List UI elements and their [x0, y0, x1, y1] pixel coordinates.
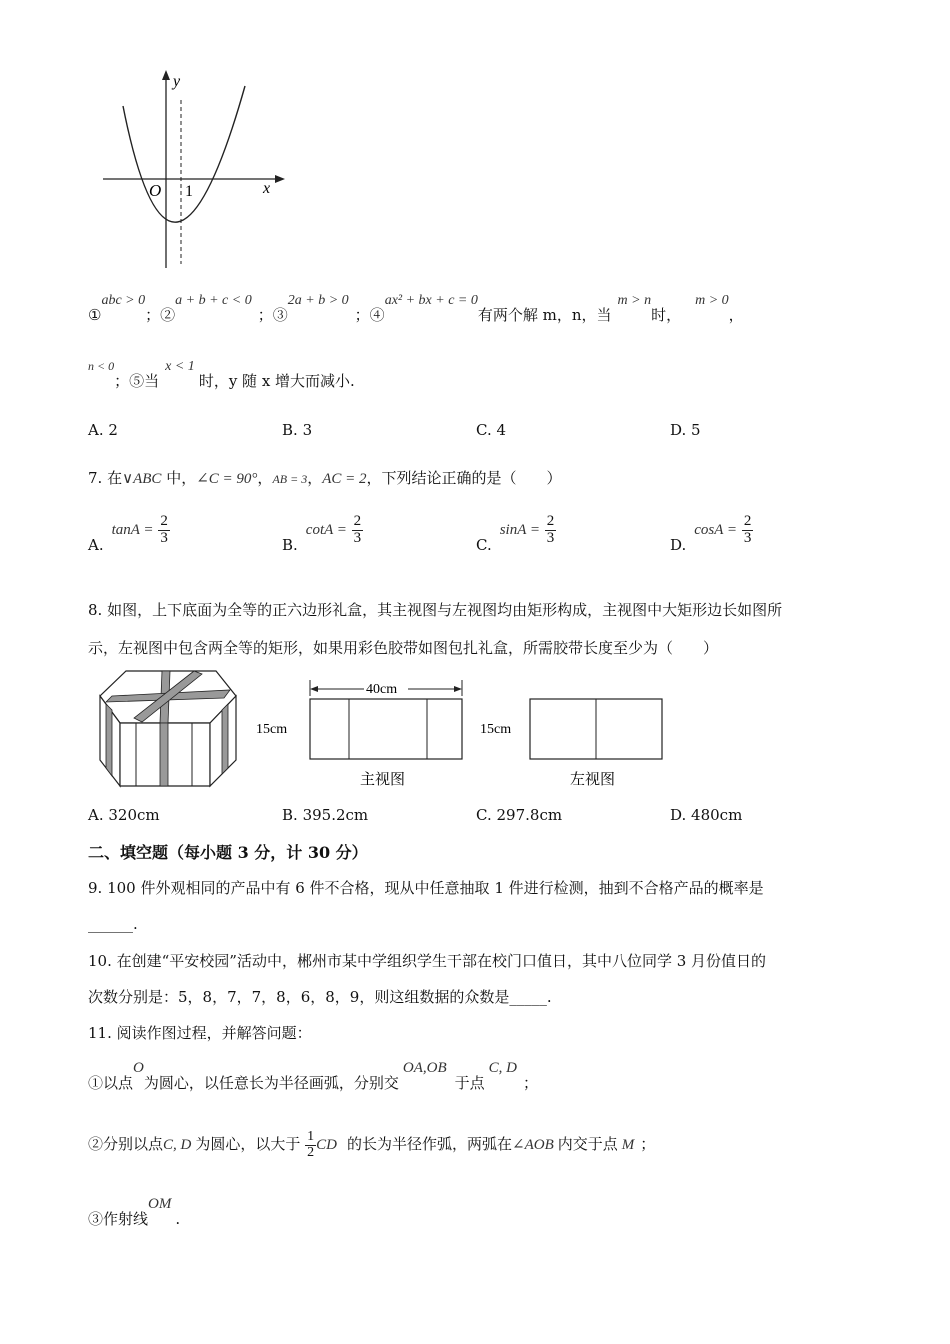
q11-ray-om: OM	[148, 1196, 172, 1212]
option-value: 297.8cm	[496, 806, 563, 824]
option-fn: cosA =	[694, 522, 738, 539]
ribbon-left-side	[106, 704, 112, 776]
q6-option-b[interactable]	[282, 421, 312, 439]
q6-s4-when: 时，	[651, 306, 682, 324]
option-fn: sinA =	[499, 522, 540, 539]
option-label: B.	[282, 806, 298, 824]
q6-s4-mark: ④	[369, 306, 385, 324]
front-view-rect	[310, 699, 462, 759]
left-view-caption: 左视图	[570, 772, 616, 788]
q6-s4-m: m > 0	[695, 293, 729, 308]
q11-text: ③作射线	[88, 1210, 149, 1228]
option-value: 320cm	[108, 806, 160, 824]
q6-option-c[interactable]	[476, 421, 506, 439]
q11-angle: ∠AOB	[512, 1137, 554, 1154]
q6-s1-expr: abc > 0	[101, 293, 146, 308]
front-height-label: 15cm	[256, 722, 288, 737]
q7-ab: AB = 3	[272, 472, 308, 486]
arrow-left	[310, 686, 318, 692]
q8-stem-line2: 示，左视图中包含两全等的矩形，如果用彩色胶带如图包扎礼盒，所需胶带长度至少为（ ）	[88, 639, 719, 657]
q7-option-c[interactable]	[476, 513, 556, 555]
q11-points-cd: C, D	[488, 1060, 517, 1076]
q6-s2-mark: ②	[160, 306, 176, 324]
q11-rays: OA,OB	[402, 1060, 447, 1076]
q11-title: 11. 阅读作图过程，并解答问题：	[88, 1024, 312, 1042]
q7-option-b[interactable]	[282, 513, 363, 555]
front-view-caption: 主视图	[360, 772, 406, 788]
q7-text: 中，	[166, 469, 197, 487]
q9-line1: 9. 100 件外观相同的产品中有 6 件不合格，现从中任意抽取 1 件进行检测，抽到不合格产品的概率是	[88, 879, 764, 897]
option-label: D.	[670, 806, 687, 824]
q7-stem	[88, 467, 562, 488]
q11-text: .	[175, 1210, 181, 1228]
option-label: A.	[88, 536, 104, 555]
q9-answer-blank[interactable]: ______.	[88, 915, 138, 933]
q8-option-d[interactable]	[670, 806, 742, 824]
q8-option-a[interactable]	[88, 806, 160, 824]
q6-s5-mark: ⑤当	[129, 372, 160, 390]
arrow-right	[454, 686, 462, 692]
q6-sep: ；	[145, 306, 161, 324]
q11-step3	[88, 1196, 181, 1228]
fraction: $\frac{1}{2}$	[307, 1129, 315, 1160]
gift-box-drawing	[98, 668, 238, 793]
q6-sep: ；	[257, 306, 273, 324]
y-axis-label: y	[173, 73, 181, 90]
q11-step1	[88, 1060, 538, 1092]
q11-point-m: M	[621, 1137, 635, 1154]
q11-text: ；	[522, 1074, 538, 1092]
q7-text: ，下列结论正确的是（ ）	[366, 469, 562, 487]
q7-option-a[interactable]	[88, 513, 170, 555]
q7-angle: ∠C = 90°	[196, 471, 258, 487]
section-heading: 二、填空题（每小题 3 分，计 30 分）	[88, 843, 368, 862]
q8-stem-line1: 8. 如图，上下底面为全等的正六边形礼盒，其主视图与左视图均由矩形构成，主视图中大矩形边长如图所	[88, 601, 783, 619]
x-axis-label: x	[263, 180, 271, 197]
q6-s4-text: 有两个解 m，n，当	[477, 306, 612, 324]
question-number: 7.	[88, 469, 103, 487]
q6-s5-cond: x < 1	[165, 359, 195, 374]
q11-text: 的长为半径作弧，两弧在	[347, 1135, 513, 1154]
fraction: $\frac{2}{3}$	[546, 513, 555, 546]
q6-statements-line1	[88, 293, 744, 324]
option-label: C.	[476, 806, 492, 824]
q8-option-c[interactable]	[476, 806, 562, 824]
option-value: 4	[496, 421, 507, 439]
q11-segment-cd: CD	[316, 1137, 337, 1154]
q7-text: 在	[107, 469, 123, 487]
q7-text: ，	[307, 469, 323, 487]
q7-text: ，	[257, 469, 273, 487]
option-label: D.	[670, 421, 687, 439]
q7-triangle: ∨ABC	[122, 471, 162, 487]
option-value: 5	[691, 421, 701, 439]
q11-points-cd: C, D	[163, 1137, 192, 1154]
option-value: 2	[108, 421, 118, 439]
fraction: $\frac{2}{3}$	[353, 513, 362, 546]
q6-statements-line2	[88, 359, 355, 390]
option-label: C.	[476, 421, 492, 439]
q6-sep: ；	[354, 306, 370, 324]
q7-ac: AC = 2	[322, 471, 367, 487]
q6-s1-mark: ①	[88, 306, 102, 324]
q11-text: ①以点	[88, 1074, 134, 1092]
left-height-label: 15cm	[480, 722, 512, 737]
ribbon-front	[160, 723, 168, 786]
parabola-curve	[123, 86, 245, 222]
ribbon-right-side	[222, 704, 228, 774]
option-value: 3	[302, 421, 313, 439]
q11-step2	[88, 1130, 655, 1160]
q11-point-o: O	[133, 1060, 144, 1076]
q6-s5-text: 时，y 随 x 增大而减小.	[198, 372, 355, 390]
tick-1-label: 1	[185, 183, 193, 200]
q6-s3-expr: 2a + b > 0	[287, 293, 349, 308]
option-label: C.	[476, 536, 492, 555]
option-label: A.	[88, 421, 104, 439]
q10-line2: 次数分别是：5，8，7，7，8，6，8，9，则这组数据的众数是_____.	[88, 988, 552, 1006]
q10-line1: 10. 在创建“平安校园”活动中，郴州市某中学组织学生干部在校门口值日，其中八位同学 3 月份值日的	[88, 952, 767, 970]
option-value: 480cm	[691, 806, 743, 824]
q8-option-b[interactable]	[282, 806, 368, 824]
q11-text: 内交于点	[557, 1135, 618, 1154]
option-label: D.	[670, 536, 687, 555]
q6-s4-cond: m > n	[617, 293, 652, 308]
q6-s4-comma: ，	[728, 306, 744, 324]
q11-text: 为圆心，以任意长为半径画弧，分别交	[143, 1074, 399, 1092]
q6-option-a[interactable]	[88, 421, 118, 439]
y-axis-arrow	[162, 70, 170, 80]
q6-s3-mark: ③	[272, 306, 288, 324]
q6-sep: ；	[114, 372, 130, 390]
q6-option-d[interactable]	[670, 421, 701, 439]
q6-s4-expr: ax² + bx + c = 0	[384, 293, 478, 308]
x-axis-arrow	[275, 175, 285, 183]
q11-text: ②分别以点	[88, 1135, 164, 1154]
option-fn: tanA =	[111, 522, 154, 539]
option-fn: cotA =	[305, 522, 347, 539]
option-label: B.	[282, 421, 298, 439]
q11-text: 于点	[454, 1074, 485, 1092]
parabola-graph	[95, 68, 295, 273]
fraction: $\frac{2}{3}$	[743, 513, 752, 546]
front-view-drawing	[252, 674, 472, 794]
q11-text: 为圆心，以大于	[195, 1135, 301, 1154]
q6-s4-n: n < 0	[88, 359, 115, 373]
q6-s2-expr: a + b + c < 0	[175, 293, 252, 308]
option-label: B.	[282, 536, 298, 555]
origin-label: O	[149, 181, 162, 200]
front-width-label: 40cm	[366, 682, 398, 697]
q7-option-d[interactable]	[670, 513, 753, 555]
option-label: A.	[88, 806, 104, 824]
left-view-drawing	[476, 674, 671, 794]
fraction: $\frac{2}{3}$	[160, 513, 168, 546]
q11-text: ；	[640, 1135, 656, 1154]
option-value: 395.2cm	[302, 806, 369, 824]
